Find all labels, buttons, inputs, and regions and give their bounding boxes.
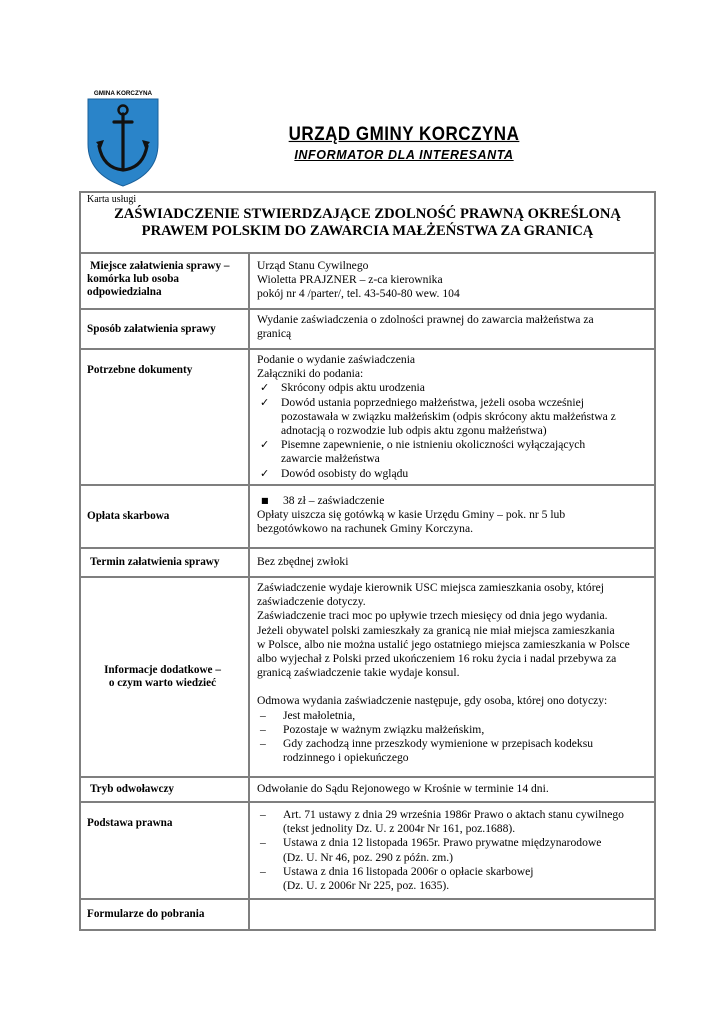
- card-label: Karta usługi: [87, 194, 137, 205]
- dash-bullet-icon: –: [260, 722, 266, 736]
- dash-bullet-icon: –: [260, 836, 266, 850]
- list-item: – Gdy zachodzą inne przeszkody wymienione w przepisach kodeksu rodzinnego i opiekuńczego: [257, 737, 649, 765]
- list-item: ✓ Pisemne zapewnienie, o nie istnieniu okoliczności wyłączających zawarcie małżeństwa: [257, 438, 649, 466]
- row-value: Podanie o wydanie zaświadczenia Załączniki do podania: ✓ Skrócony odpis aktu urodzenia ✓ Dowód ustania poprzedniego małżeństwa, jeżeli osoba wcześniej pozostawała w związku małżeńskim (odpis skrócony aktu małżeństwa z adnotacją o rozwodzie lub odpis aktu zgonu małżeństwa) ✓ Pisemne zapewnienie, o nie istnieniu okoliczności wyłączających zawarcie małżeństwa ✓ Dowód osobisty do wglądu: [257, 353, 649, 481]
- list-item: ✓ Skrócony odpis aktu urodzenia: [257, 381, 649, 395]
- row-label: Podstawa prawna: [81, 803, 250, 898]
- row-dokumenty: [81, 350, 654, 486]
- row-value: Urząd Stanu Cywilnego Wioletta PRAJZNER – z-ca kierownika pokój nr 4 /parter/, tel. 43-540-80 wew. 104: [257, 259, 460, 301]
- list-item: – Ustawa z dnia 12 listopada 1965r. Prawo prywatne międzynarodowe (Dz. U. Nr 46, poz. 290 z późn. zm.): [257, 836, 649, 864]
- row-tryb: [81, 778, 654, 803]
- list-item: – Pozostaje w ważnym związku małżeńskim,: [257, 723, 649, 737]
- office-title: URZĄD GMINY KORCZYNA: [288, 122, 520, 145]
- row-informacje: [81, 578, 654, 778]
- row-label: Sposób załatwienia sprawy: [81, 310, 250, 348]
- dash-bullet-icon: –: [260, 708, 266, 722]
- row-termin: [81, 549, 654, 578]
- checkmark-icon: ✓: [260, 381, 270, 395]
- list-item: – Art. 71 ustawy z dnia 29 września 1986r Prawo o aktach stanu cywilnego (tekst jednolity Dz. U. z 2004r Nr 161, poz.1688).: [257, 808, 649, 836]
- row-value: Zaświadczenie wydaje kierownik USC miejsca zamieszkania osoby, której zaświadczenie dotyczy. Zaświadczenie traci moc po upływie trzech miesięcy od dnia jego wydania. Jeżeli obywatel polski zamieszkały za granicą nie miał miejsca zamieszkania w Polsce, albo nie można ustalić jego ostatniego miejsca zamieszkania w Polsce albo wyjechał z Polski przed ukończeniem 16 roku życia i nadal przebywa za granicą zaświadczenie takie wydaje konsul. Odmowa wydania zaświadczenie następuje, gdy osoba, której ono dotyczy: – Jest małoletnia, – Pozostaje w ważnym związku małżeńskim, – Gdy zachodzą inne przeszkody wymienione w przepisach kodeksu rodzinnego i opiekuńczego: [257, 581, 649, 765]
- row-value: Wydanie zaświadczenia o zdolności prawnej do zawarcia małżeństwa za granicą: [257, 313, 594, 341]
- row-label: Opłata skarbowa: [81, 486, 250, 547]
- row-value: ■ 38 zł – zaświadczenie Opłaty uiszcza się gotówką w kasie Urzędu Gminy – pok. nr 5 lub bezgotówkowo na rachunek Gminy Korczyna.: [257, 494, 649, 537]
- service-card-header: [81, 193, 654, 254]
- row-label: Informacje dodatkowe – o czym warto wiedzieć: [81, 578, 250, 776]
- row-sposob: [81, 310, 654, 350]
- row-label: Potrzebne dokumenty: [81, 350, 250, 484]
- row-value: Bez zbędnej zwłoki: [257, 555, 349, 568]
- row-podstawa: [81, 803, 654, 900]
- list-item: – Ustawa z dnia 16 listopada 2006r o opłacie skarbowej (Dz. U. z 2006r Nr 225, poz. 1635).: [257, 865, 649, 893]
- list-item: ■ 38 zł – zaświadczenie: [257, 494, 649, 508]
- crest-text: GMINA KORCZYNA: [93, 90, 153, 97]
- checkmark-icon: ✓: [260, 395, 270, 409]
- checkmark-icon: ✓: [260, 438, 270, 452]
- row-formularze: [81, 900, 654, 929]
- service-title: ZAŚWIADCZENIE STWIERDZAJĄCE ZDOLNOŚĆ PRAWNĄ OKREŚLONĄ PRAWEM POLSKIM DO ZAWARCIA MAŁŻEŃSTWA ZA GRANICĄ: [114, 206, 621, 239]
- row-miejsce: [81, 254, 654, 310]
- dash-bullet-icon: –: [260, 864, 266, 878]
- row-oplata: [81, 486, 654, 549]
- row-value: Odwołanie do Sądu Rejonowego w Krośnie w terminie 14 dni.: [257, 782, 549, 795]
- square-bullet-icon: ■: [261, 496, 269, 505]
- office-subtitle: INFORMATOR DLA INTERESANTA: [294, 148, 514, 162]
- list-item: ✓ Dowód ustania poprzedniego małżeństwa, jeżeli osoba wcześniej pozostawała w związku małżeńskim (odpis skrócony aktu małżeństwa z adnotacją o rozwodzie lub odpis aktu zgonu małżeństwa): [257, 396, 649, 439]
- row-label: Formularze do pobrania: [81, 900, 250, 929]
- row-value: [257, 808, 649, 893]
- dash-bullet-icon: –: [260, 808, 266, 821]
- row-label: Miejsce załatwienia sprawy – komórka lub osoba odpowiedzialna: [81, 254, 250, 308]
- dash-bullet-icon: –: [260, 737, 266, 751]
- row-label: Termin załatwienia sprawy: [81, 549, 250, 576]
- row-label: Tryb odwoławczy: [81, 778, 250, 801]
- list-item: ✓ Dowód osobisty do wglądu: [257, 467, 649, 481]
- list-item: – Jest małoletnia,: [257, 709, 649, 723]
- checkmark-icon: ✓: [260, 466, 270, 480]
